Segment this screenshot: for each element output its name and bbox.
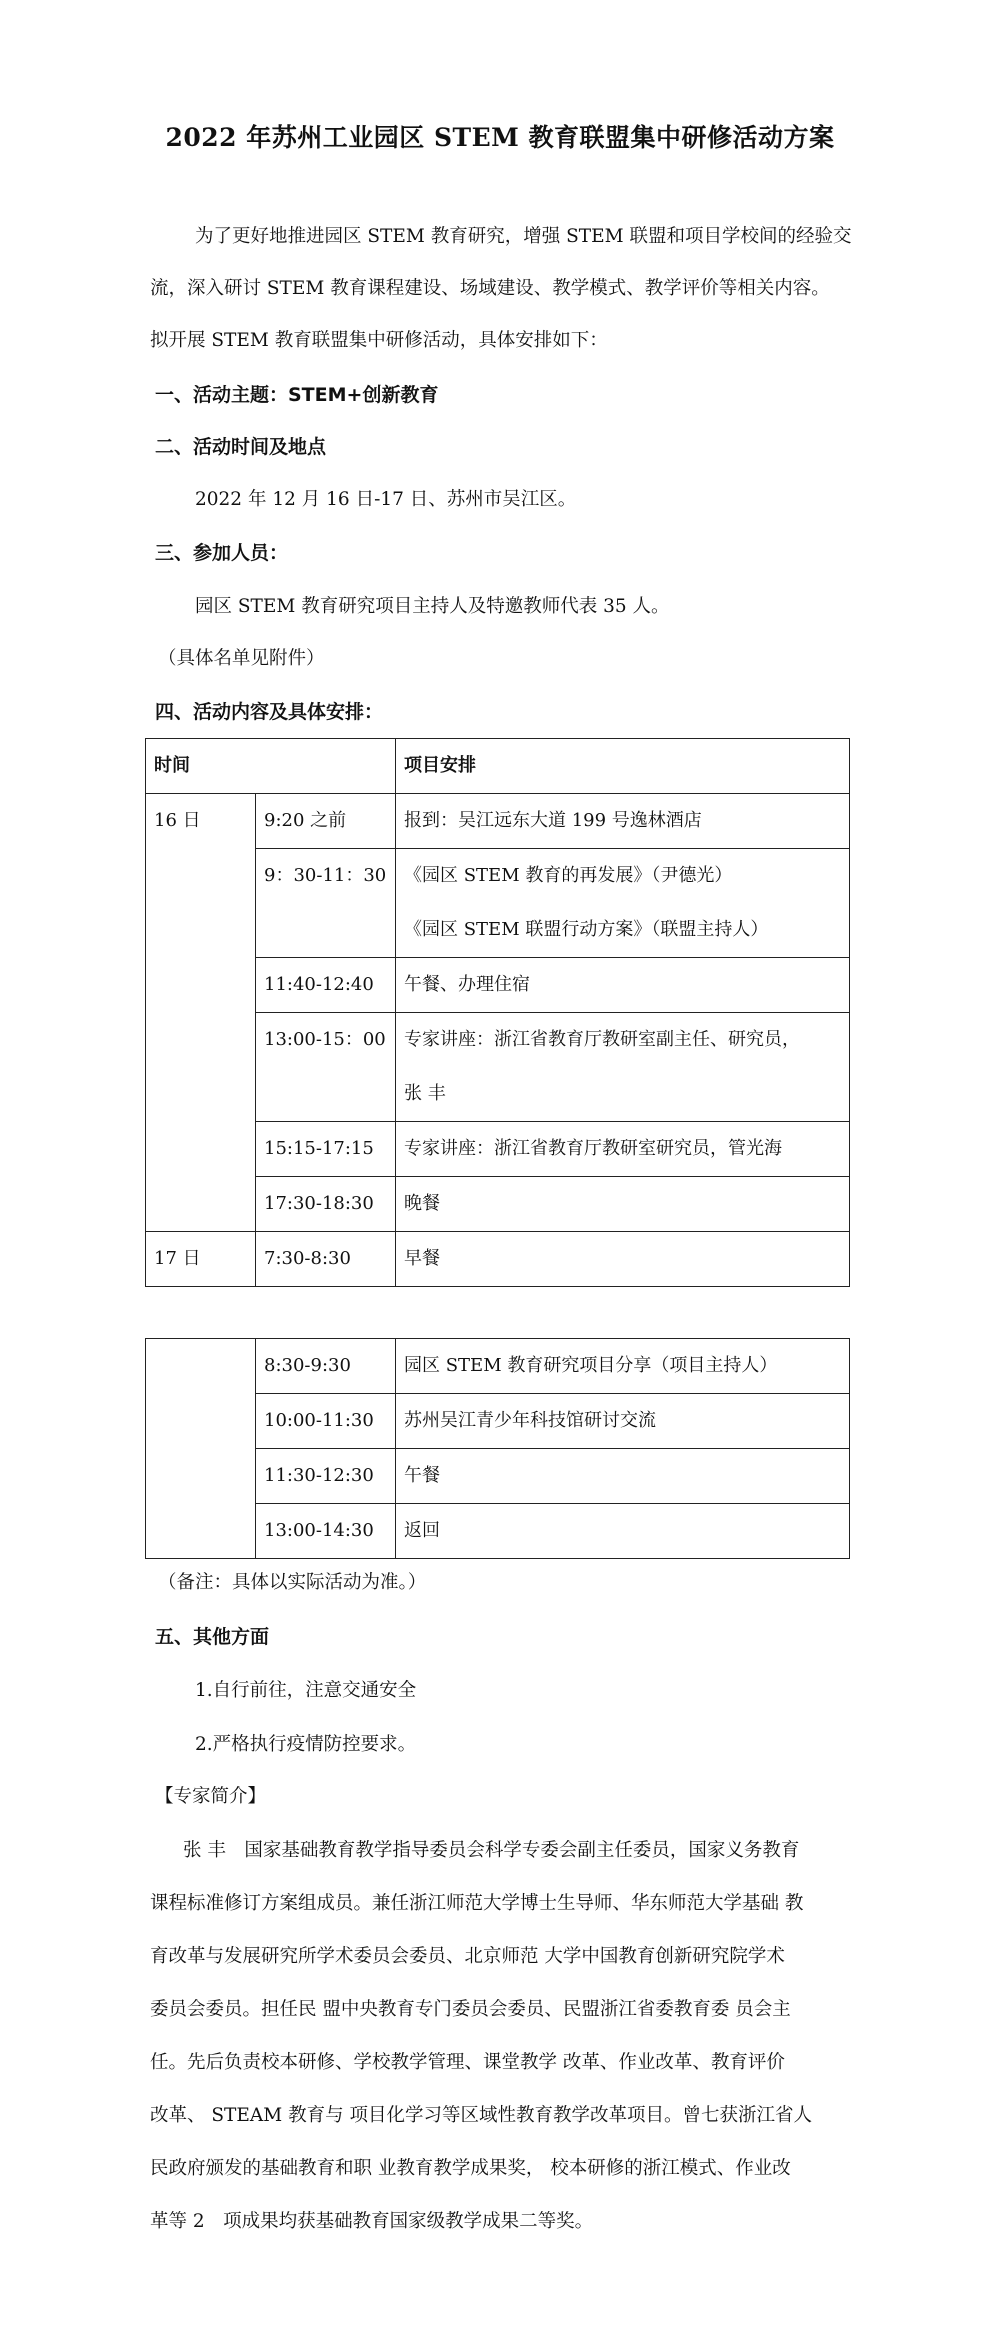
section-4-heading: 四、活动内容及具体安排： <box>155 701 384 723</box>
item-line: 张 丰 <box>404 1083 446 1104</box>
time-cell: 13:00-15：00 <box>256 1013 396 1122</box>
item-cell: 午餐 <box>396 1449 850 1504</box>
section-2-heading: 二、活动时间及地点 <box>155 436 327 458</box>
expert-bio-line: 委员会委员。担任民 盟中央教育专门委员会委员、民盟浙江省委教育委 员会主 <box>150 1999 791 2020</box>
section-3-note: （具体名单见附件） <box>158 648 325 669</box>
intro-line-1: 为了更好地推进园区 STEM 教育研究，增强 STEM 联盟和项目学校间的经验交 <box>195 226 852 247</box>
day-17-continued-cell <box>146 1339 256 1559</box>
header-arrangement: 项目安排 <box>396 739 850 794</box>
expert-bio-line: 课程标准修订方案组成员。兼任浙江师范大学博士生导师、华东师范大学基础 教 <box>150 1893 804 1914</box>
expert-bio-line: 革等 2 项成果均获基础教育国家级教学成果二等奖。 <box>150 2211 594 2232</box>
item-cell: 返回 <box>396 1504 850 1559</box>
section-5-item-1: 1.自行前往，注意交通安全 <box>195 1680 417 1701</box>
expert-bio-line: 育改革与发展研究所学术委员会委员、北京师范 大学中国教育创新研究院学术 <box>150 1946 785 1967</box>
intro-line-2: 流，深入研讨 STEM 教育课程建设、场域建设、教学模式、教学评价等相关内容。 <box>150 278 830 299</box>
expert-bio-line: 民政府颁发的基础教育和职 业教育教学成果奖， 校本研修的浙江模式、作业改 <box>150 2158 791 2179</box>
section-3-text: 园区 STEM 教育研究项目主持人及特邀教师代表 35 人。 <box>195 596 670 617</box>
time-cell: 11:30-12:30 <box>256 1449 396 1504</box>
time-cell: 11:40-12:40 <box>256 958 396 1013</box>
section-5-heading: 五、其他方面 <box>155 1626 270 1648</box>
time-cell: 17:30-18:30 <box>256 1177 396 1232</box>
section-5-item-2: 2.严格执行疫情防控要求。 <box>195 1734 417 1755</box>
item-cell: 晚餐 <box>396 1177 850 1232</box>
item-cell: 专家讲座：浙江省教育厅教研室研究员，管光海 <box>396 1122 850 1177</box>
expert-bio-line: 张 丰 国家基础教育教学指导委员会科学专委会副主任委员，国家义务教育 <box>183 1840 800 1861</box>
time-cell: 9:20 之前 <box>256 794 396 849</box>
day-16-cell: 16 日 <box>146 794 256 1232</box>
intro-line-3: 拟开展 STEM 教育联盟集中研修活动，具体安排如下： <box>150 330 608 351</box>
schedule-table-part-1 <box>145 738 850 1287</box>
header-time: 时间 <box>146 739 396 794</box>
item-line: 《园区 STEM 联盟行动方案》（联盟主持人） <box>404 919 769 940</box>
time-cell: 10:00-11:30 <box>256 1394 396 1449</box>
item-cell: 午餐、办理住宿 <box>396 958 850 1013</box>
time-cell: 8:30-9:30 <box>256 1339 396 1394</box>
table-header-row <box>146 739 850 794</box>
item-line: 专家讲座：浙江省教育厅教研室副主任、研究员， <box>404 1029 800 1050</box>
item-cell: 报到：吴江远东大道 199 号逸林酒店 <box>396 794 850 849</box>
expert-bio-line: 改革、 STEAM 教育与 项目化学习等区域性教育教学改革项目。曾七获浙江省人 <box>150 2105 812 2126</box>
section-1-heading: 一、活动主题：STEM+创新教育 <box>155 384 439 406</box>
item-cell: 苏州吴江青少年科技馆研讨交流 <box>396 1394 850 1449</box>
time-cell: 13:00-14:30 <box>256 1504 396 1559</box>
time-cell: 15:15-17:15 <box>256 1122 396 1177</box>
item-cell: 早餐 <box>396 1232 850 1287</box>
day-17-cell: 17 日 <box>146 1232 256 1287</box>
schedule-table-part-2 <box>145 1338 850 1559</box>
document-title: 2022 年苏州工业园区 STEM 教育联盟集中研修活动方案 <box>165 123 835 152</box>
time-cell: 7:30-8:30 <box>256 1232 396 1287</box>
remark: （备注：具体以实际活动为准。） <box>158 1572 427 1593</box>
time-cell: 9：30-11：30 <box>256 849 396 958</box>
section-3-heading: 三、参加人员： <box>155 542 289 564</box>
expert-bio-line: 任。先后负责校本研修、学校教学管理、课堂教学 改革、作业改革、教育评价 <box>150 2052 785 2073</box>
section-2-text: 2022 年 12 月 16 日-17 日、苏州市吴江区。 <box>195 489 577 510</box>
item-cell <box>396 849 850 958</box>
table-row <box>146 1232 850 1287</box>
item-cell <box>396 1013 850 1122</box>
table-row <box>146 1339 850 1394</box>
item-line: 《园区 STEM 教育的再发展》（尹德光） <box>404 865 733 886</box>
expert-heading: 【专家简介】 <box>155 1786 267 1807</box>
table-row <box>146 794 850 849</box>
item-cell: 园区 STEM 教育研究项目分享（项目主持人） <box>396 1339 850 1394</box>
